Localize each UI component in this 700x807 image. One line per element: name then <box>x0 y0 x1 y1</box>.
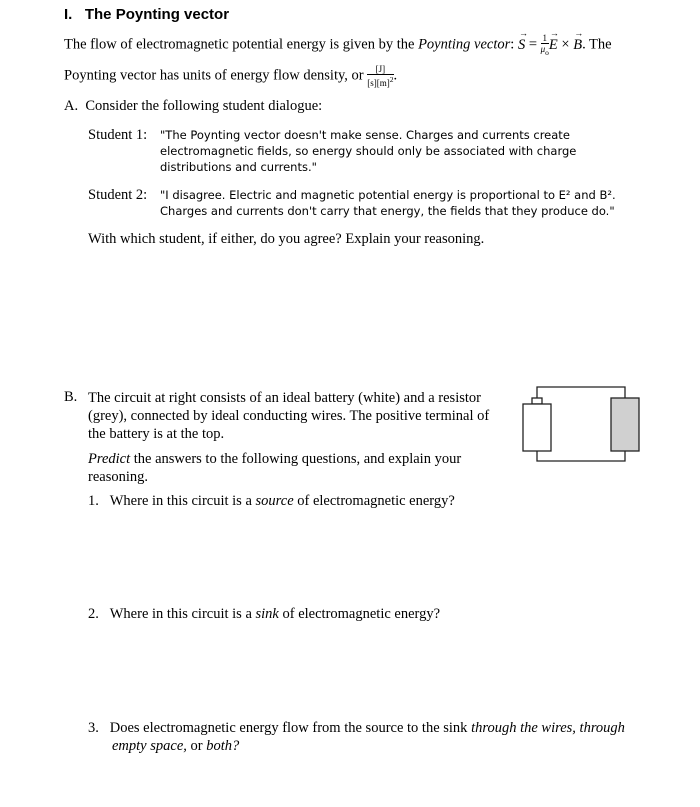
predict-instruction: Predict the answers to the following questions, and explain your reasoning. <box>88 451 462 485</box>
part-b-description: The circuit at right consists of an ideal battery (white) and a resistor (grey), connected by ideal conducting wires. The positive terminal of the battery is at the top. <box>88 390 490 442</box>
battery-positive-terminal <box>532 398 542 404</box>
bottom-wire <box>537 451 625 461</box>
part-a-prompt: A. Consider the following student dialogue: <box>64 98 323 114</box>
battery <box>523 404 551 451</box>
student-1-quote: "The Poynting vector doesn't make sense. Charges and currents create electromagnetic fields, so energy should only be associated with charge distributions and currents." <box>160 128 577 174</box>
question-3: 3. Does electromagnetic energy flow from the source to the sink through the wires, through empty space, or both? <box>88 720 625 754</box>
student-2-quote: "I disagree. Electric and magnetic potential energy is proportional to E² and B². Charges and currents don't carry that energy, the fields that they produce do." <box>160 188 616 218</box>
question-2: 2. Where in this circuit is a sink of electromagnetic energy? <box>88 606 441 622</box>
intro-line-2: Poynting vector has units of energy flow density, or $\frac{[J]}{[s][m]^2}$ . <box>64 64 398 88</box>
section-heading: I. The Poynting vector <box>64 6 230 23</box>
part-b-label: B. <box>64 389 78 405</box>
student-2-label: Student 2: <box>88 187 148 203</box>
circuit-diagram <box>515 380 650 470</box>
question-1: 1. Where in this circuit is a source of electromagnetic energy? <box>88 493 455 509</box>
part-a-question: With which student, if either, do you agree? Explain your reasoning. <box>88 231 485 247</box>
intro-line-1: The flow of electromagnetic potential energy is given by the Poynting vector: → S = $\frac{1}{\mu_o}$ → E × → B. The <box>64 33 612 58</box>
student-1-label: Student 1: <box>88 127 148 143</box>
resistor <box>611 398 639 451</box>
